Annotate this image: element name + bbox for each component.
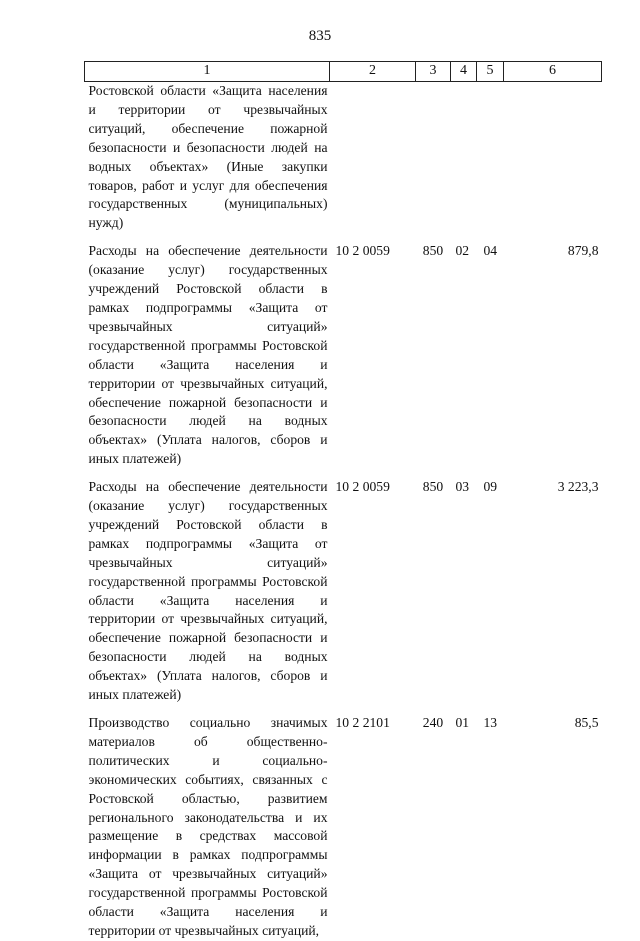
row-expense-type: 850	[422, 479, 444, 495]
row-description: Ростовской области «Защита населения и территории от чрезвычайных ситуаций, обеспечение пожарной безопасности и безопасности людей на водных объектах» (Иные закупки товаров, работ и услуг для обеспечения государственных (муниципальных) нужд)	[88, 83, 328, 231]
budget-table	[84, 61, 602, 941]
column-header-expense-type: 3	[416, 62, 451, 82]
row-target-code: 10 2 2101	[335, 715, 390, 730]
table-row	[85, 82, 602, 234]
row-expense-type	[416, 82, 451, 234]
column-header-sum: 6	[504, 62, 602, 82]
row-target-code	[330, 82, 416, 234]
row-description: Производство социально значимых материалов об общественно-политических и социально-экономических событиях, связанных с Ростовской областью, развитием регионального законодательства и их размещение в средствах массовой информации в рамках подпрограммы «Защита от чрезвычайных ситуаций» государственной программы Ростовской области «Защита населения и территории от чрезвычайных ситуаций,	[88, 715, 328, 938]
column-header-section: 4	[451, 62, 477, 82]
column-header-description: 1	[85, 62, 330, 82]
table-header-row	[85, 62, 602, 82]
row-section	[451, 82, 477, 234]
column-header-subsection: 5	[477, 62, 504, 82]
row-subsection: 09	[483, 479, 498, 495]
row-sum	[504, 82, 602, 234]
page-number: 835	[308, 28, 332, 44]
row-subsection	[477, 82, 504, 234]
row-expense-type: 240	[422, 715, 444, 730]
row-description: Расходы на обеспечение деятельности (оказание услуг) государственных учреждений Ростовской области в рамках подпрограммы «Защита от чрезвычайных ситуаций» государственной программы Ростовской области «Защита населения и территории от чрезвычайных ситуаций, обеспечение пожарной безопасности и безопасности людей на водных объектах» (Уплата налогов, сборов и иных платежей)	[88, 479, 328, 703]
row-target-code: 10 2 0059	[335, 479, 390, 495]
row-section: 03	[455, 479, 470, 495]
row-section: 02	[455, 243, 470, 259]
row-subsection: 04	[483, 243, 498, 259]
row-description: Расходы на обеспечение деятельности (оказание услуг) государственных учреждений Ростовской области в рамках подпрограммы «Защита от чрезвычайных ситуаций» государственной программы Ростовской области «Защита населения и территории от чрезвычайных ситуаций, обеспечение пожарной безопасности и безопасности людей на водных объектах» (Уплата налогов, сборов и иных платежей)	[88, 243, 328, 467]
row-subsection: 13	[483, 715, 498, 730]
table-row	[85, 242, 602, 469]
table-row	[85, 714, 602, 941]
row-expense-type: 850	[422, 243, 444, 259]
row-sum: 879,8	[567, 243, 599, 259]
column-header-code: 2	[330, 62, 416, 82]
row-section: 01	[455, 715, 470, 730]
row-sum: 85,5	[574, 715, 599, 730]
row-sum: 3 223,3	[557, 479, 599, 495]
row-target-code: 10 2 0059	[335, 243, 390, 259]
table-row	[85, 478, 602, 705]
